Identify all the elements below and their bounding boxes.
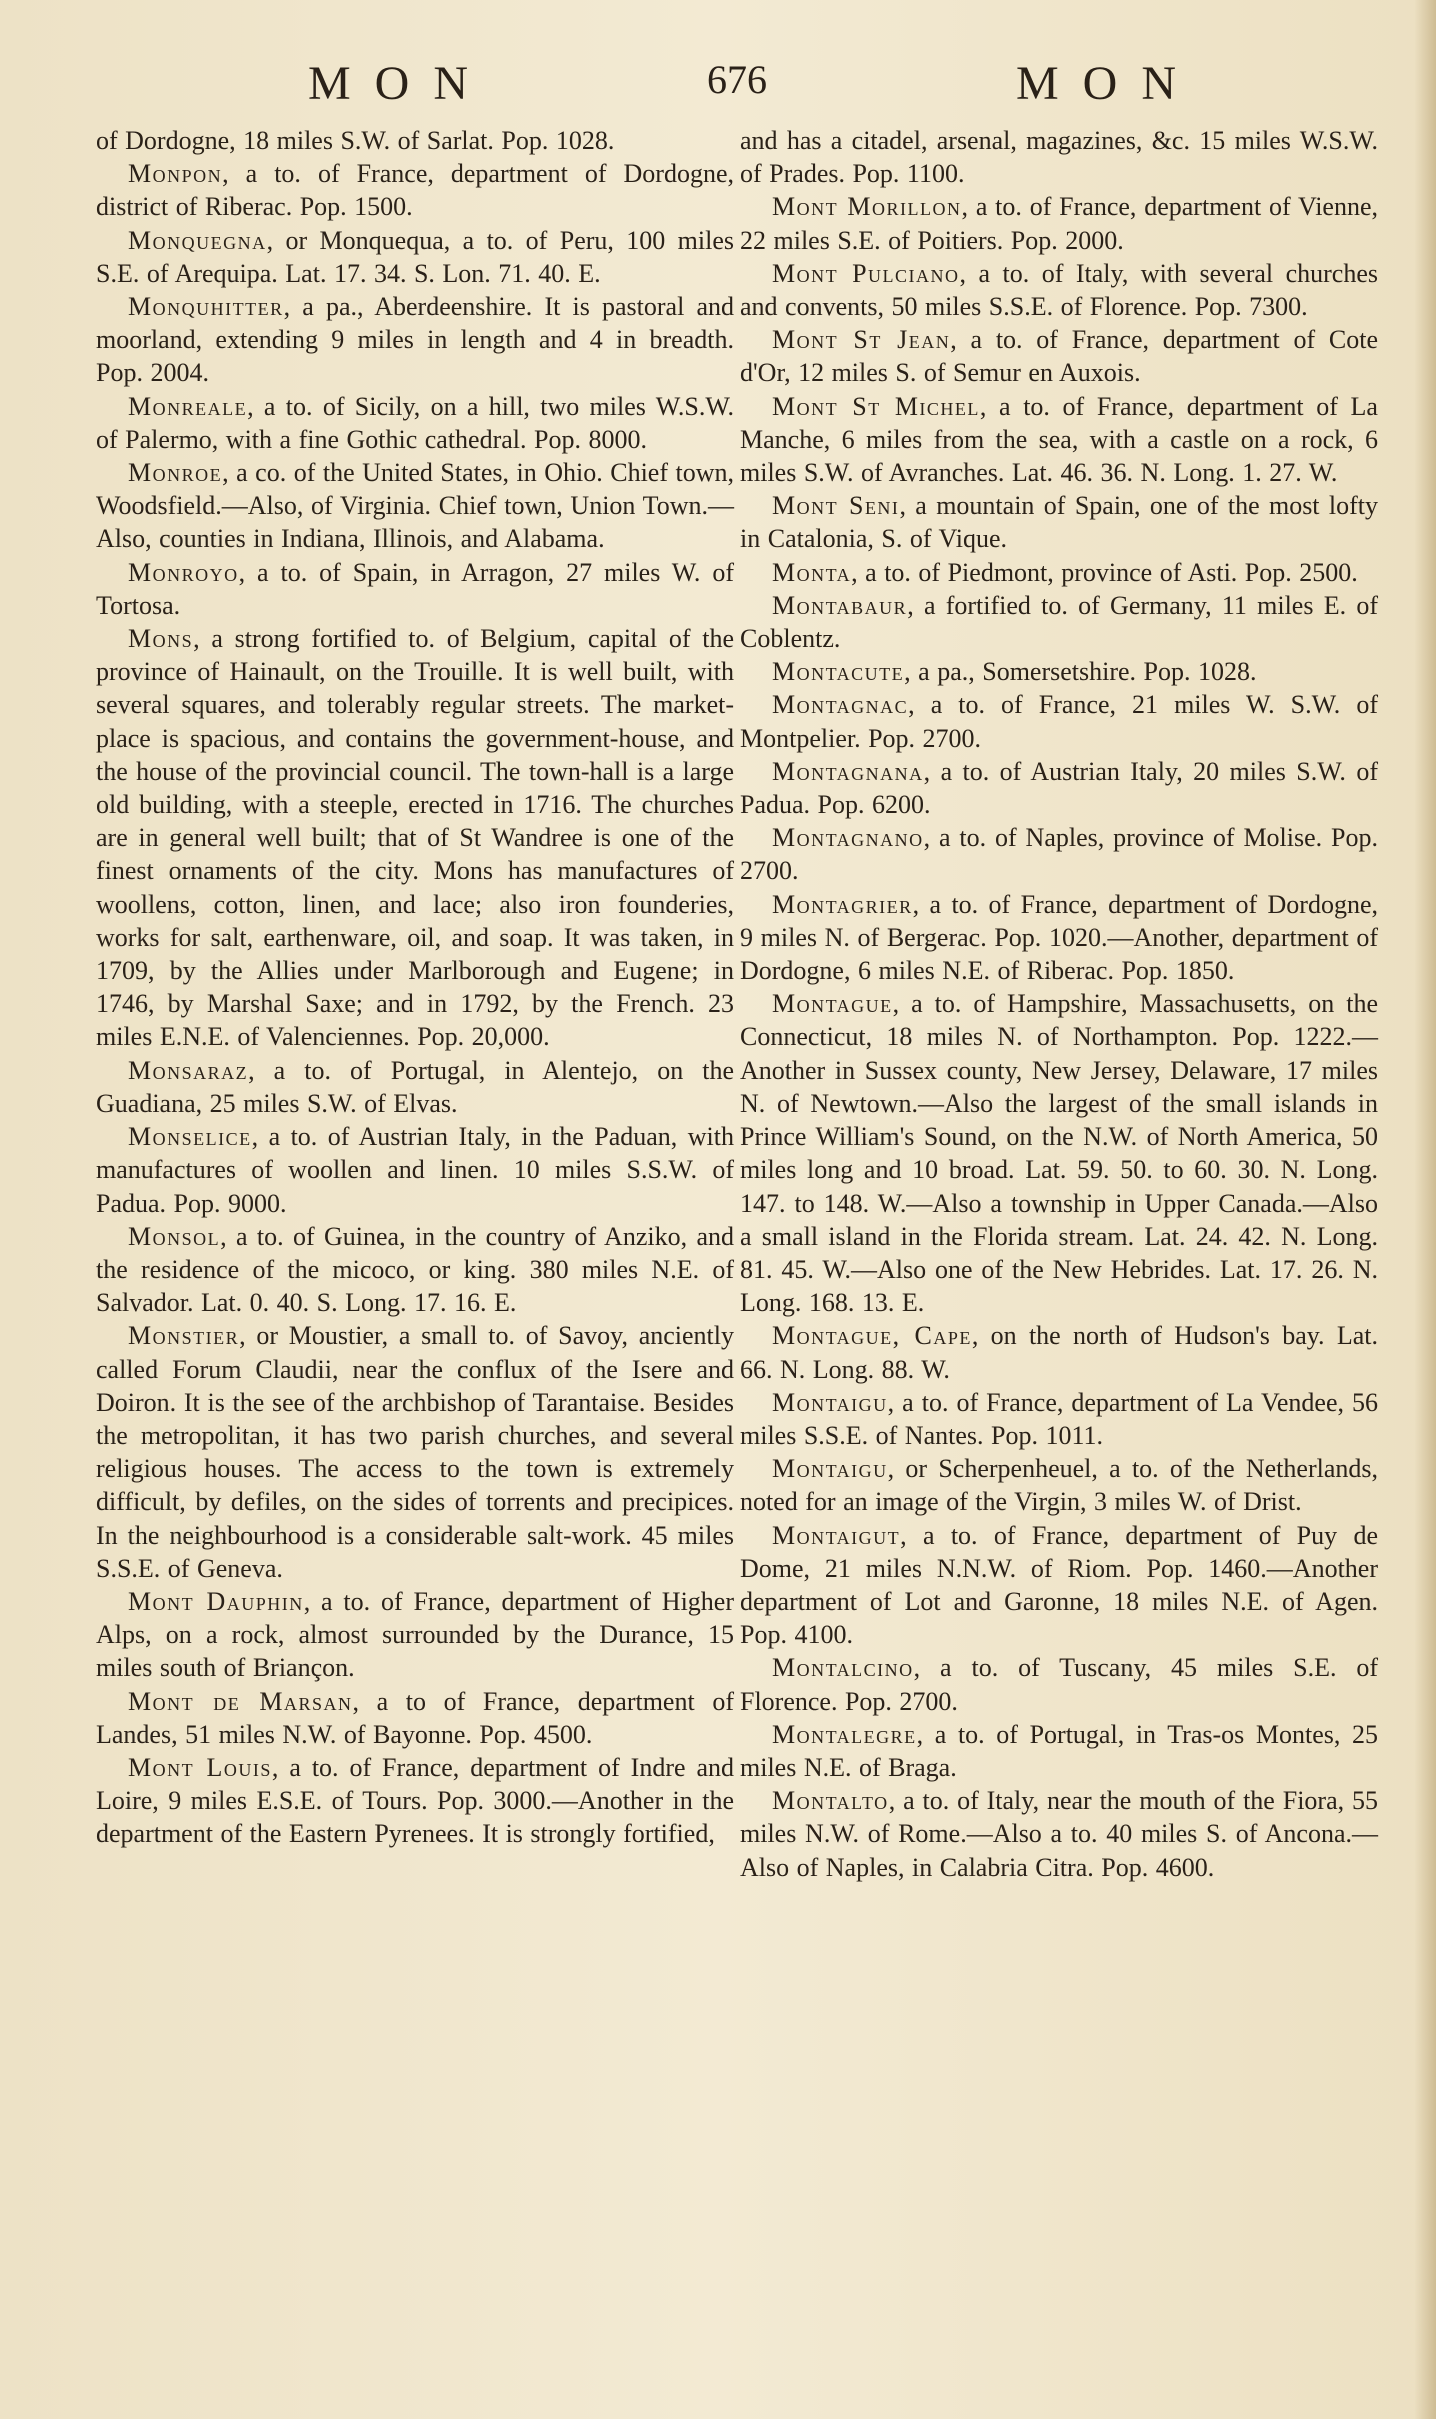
entry-headword: Monsaraz [128,1055,249,1085]
entry-headword: Mont Dauphin [128,1586,304,1616]
entry-headword: Mont Morillon [772,192,962,222]
gazetteer-entry [96,1685,734,1751]
entry-text: , or Scherpenheuel, a to. of the Netherlands, noted for an image of the Virgin, 3 miles W. of Drist. [740,1454,1378,1517]
entry-headword: Mons [128,624,194,654]
page-number: 676 [707,57,767,102]
gazetteer-entry [740,1784,1378,1884]
gazetteer-entry [740,755,1378,821]
gazetteer-entry [740,1452,1378,1518]
entry-headword: Monpon [128,159,223,189]
gazetteer-entry [740,888,1378,988]
gazetteer-entry [96,456,734,556]
gazetteer-entry [740,655,1378,688]
entry-headword: Montaigut [772,1520,901,1550]
entry-text: , a to. of France, department of Indre and Loire, 9 miles E.S.E. of Tours. Pop. 3000.—Another in the department of the Eastern Pyrenees. It is strongly fortified, [96,1752,734,1849]
entry-headword: Monquhitter [128,292,284,322]
entry-headword: Montabaur [772,590,908,620]
gazetteer-entry [96,556,734,622]
entry-text: of Dordogne, 18 miles S.W. of Sarlat. Pop. 1028. [96,126,615,155]
gazetteer-entry [740,190,1378,256]
entry-text: , a to. of France, department of Dordogne, district of Riberac. Pop. 1500. [96,159,734,222]
entry-text: , a to. of Tuscany, 45 miles S.E. of Florence. Pop. 2700. [740,1653,1378,1716]
gazetteer-entry [740,556,1378,589]
gazetteer-entry [740,257,1378,323]
entry-headword: Monroe [128,458,223,488]
entry-text: , a to. of Naples, province of Molise. Pop. 2700. [740,823,1378,886]
entry-headword: Montagrier [772,889,913,919]
header-left-guide-word: MON [308,57,493,110]
gazetteer-entry [740,390,1378,490]
entry-text: , a to. of Spain, in Arragon, 27 miles W. of Tortosa. [96,557,734,620]
entry-headword: Mont St Jean [772,325,951,355]
entry-text: , a fortified to. of Germany, 11 miles E. of Coblentz. [740,590,1378,654]
gazetteer-entry [740,1519,1378,1652]
entry-headword: Monroyo [128,557,239,587]
entry-headword: Montague, Cape [772,1321,972,1351]
entry-text: , a to. of Italy, with several churches and convents, 50 miles S.S.E. of Florence. Pop. 7300. [740,258,1379,322]
entry-text: , a to. of France, department of Dordogne, 9 miles N. of Bergerac. Pop. 1020.—Another, department of Dordogne, 6 miles N.E. of Riberac. Pop. 1850. [740,889,1378,986]
entry-headword: Mont Pulciano [772,258,960,288]
gazetteer-entry [96,622,734,1054]
gazetteer-entry [740,1319,1378,1385]
entry-text: , a to. of France, department of La Manche, 6 miles from the sea, with a castle on a rock, 6 miles S.W. of Avranches. Lat. 46. 36. N. Long. 1. 27. W. [740,391,1378,488]
gazetteer-entry [740,1718,1378,1784]
gazetteer-entry [740,688,1378,754]
entry-headword: Mont de Marsan [128,1686,353,1716]
gazetteer-entry [740,1386,1378,1452]
gazetteer-entry [96,1220,734,1320]
left-column [96,124,734,1884]
entry-text: , a to. of Piedmont, province of Asti. Pop. 2500. [851,557,1358,587]
entry-headword: Montaigu [772,1387,888,1417]
entry-text: , a to. of Guinea, in the country of Anziko, and the residence of the micoco, or king. 380 miles N.E. of Salvador. Lat. 0. 40. S. Long. 17. 16. E. [96,1221,734,1318]
gazetteer-entry [740,821,1378,887]
entry-text: , a to. of Austrian Italy, 20 miles S.W. of Padua. Pop. 6200. [740,756,1378,820]
gazetteer-entry [96,390,734,456]
running-header [96,56,1378,116]
entry-text: , a to. of Portugal, in Alentejo, on the Guadiana, 25 miles S.W. of Elvas. [96,1055,734,1118]
entry-text: , a to. of France, department of Cote d'Or, 12 miles S. of Semur en Auxois. [740,325,1379,388]
entry-headword: Mont St Michel [772,391,980,421]
entry-headword: Montagnano [772,823,924,853]
gazetteer-entry [96,290,734,390]
gazetteer-entry [96,1054,734,1120]
entry-text: , a to. of France, department of Higher Alps, on a rock, almost surrounded by the Durance, 15 miles south of Briançon. [96,1586,734,1683]
gazetteer-entry [96,1319,734,1585]
entry-text: and has a citadel, arsenal, magazines, &c. 15 miles W.S.W. of Prades. Pop. 1100. [740,126,1378,189]
entry-text: , a to. of Sicily, on a hill, two miles W.S.W. of Palermo, with a fine Gothic cathedral. Pop. 8000. [96,391,734,454]
entry-text: , a mountain of Spain, one of the most lofty in Catalonia, S. of Vique. [740,491,1379,554]
entry-text: , a to. of Portugal, in Tras-os Montes, 25 miles N.E. of Braga. [740,1719,1378,1782]
entry-headword: Montalto [772,1786,889,1816]
entry-headword: Monreale [128,391,248,421]
entry-text: , a strong fortified to. of Belgium, capital of the province of Hainault, on the Trouille. It is well built, with several squares, and tolerably regular streets. The market-place is spacious, and contains the government-house, and the house of the provincial council. The town-hall is a large old building, with a steeple, erected in 1716. The churches are in general well built; that of St Wandree is one of the finest ornaments of the city. Mons has manufactures of woollens, cotton, linen, and lace; also iron founderies, works for salt, earthenware, oil, and soap. It was taken, in 1709, by the Allies under Marlborough and Eugene; in 1746, by Marshal Saxe; and in 1792, by the French. 23 miles E.N.E. of Valenciennes. Pop. 20,000. [96,624,734,1052]
gazetteer-entry [96,1120,734,1220]
gazetteer-entry [96,157,734,223]
right-column [740,124,1378,1884]
entry-text: , a pa., Somersetshire. Pop. 1028. [904,657,1257,687]
entry-text: , a to. of France, department of La Vendee, 56 miles S.S.E. of Nantes. Pop. 1011. [740,1387,1378,1450]
entry-headword: Montacute [772,657,905,687]
entry-headword: Montagnana [772,756,924,786]
entry-text: , a to of France, department of Landes, 51 miles N.W. of Bayonne. Pop. 4500. [96,1686,734,1749]
entry-headword: Mont Seni [772,491,900,521]
entry-headword: Mont Louis [128,1752,272,1782]
entry-headword: Monta [772,557,852,587]
entry-text: , on the north of Hudson's bay. Lat. 66. N. Long. 88. W. [740,1321,1378,1384]
entry-headword: Montaigu [772,1454,888,1484]
entry-text: , a to. of Austrian Italy, in the Paduan, with manufactures of woollen and linen. 10 miles S.S.W. of Padua. Pop. 9000. [96,1122,734,1218]
header-right-guide-word: MON [1015,57,1200,110]
entry-text: , a to. of Italy, near the mouth of the Fiora, 55 miles N.W. of Rome.—Also a to. 40 miles S. of Ancona.—Also of Naples, in Calabria Citra. Pop. 4600. [740,1786,1378,1882]
entry-headword: Montagnac [772,690,909,720]
gazetteer-entry [96,1751,734,1851]
entry-headword: Montalcino [772,1653,914,1683]
entry-text: , a to. of France, department of Vienne, 22 miles S.E. of Poitiers. Pop. 2000. [740,192,1378,255]
entry-headword: Monselice [128,1122,252,1152]
entry-headword: Monsol [128,1221,221,1251]
entry-text: , a pa., Aberdeenshire. It is pastoral and moorland, extending 9 miles in length and 4 in breadth. Pop. 2004. [96,292,734,388]
gazetteer-entry [740,124,1378,190]
entry-text: , a to. of France, 21 miles W. S.W. of Montpelier. Pop. 2700. [740,690,1378,753]
gazetteer-entry [740,1651,1378,1717]
entry-headword: Monquegna [128,225,267,255]
entry-headword: Montague [772,989,893,1019]
entry-text: , a to. of France, department of Puy de Dome, 21 miles N.N.W. of Riom. Pop. 1460.—Another department of Lot and Garonne, 18 miles N.E. of Agen. Pop. 4100. [740,1520,1378,1650]
gazetteer-entry [740,489,1378,555]
entry-headword: Montalegre [772,1719,917,1749]
entry-headword: Monstier [128,1321,240,1351]
entry-text: , or Moustier, a small to. of Savoy, anciently called Forum Claudii, near the conflux of the Isere and Doiron. It is the see of the archbishop of Tarantaise. Besides the metropolitan, it has two parish churches, and several religious houses. The access to the town is extremely difficult, by defiles, on the sides of torrents and precipices. In the neighbourhood is a considerable salt-work. 45 miles S.S.E. of Geneva. [96,1321,734,1583]
gazetteer-entry [740,323,1378,389]
gazetteer-entry [96,224,734,290]
entry-text: , a to. of Hampshire, Massachusetts, on the Connecticut, 18 miles N. of Northampton. Pop. 1222.—Another in Sussex county, New Jersey, Delaware, 17 miles N. of Newtown.—Also the largest of the small islands in Prince William's Sound, on the N.W. of North America, 50 miles long and 10 broad. Lat. 59. 50. to 60. 30. N. Long. 147. to 148. W.—Also a township in Upper Canada.—Also a small island in the Florida stream. Lat. 24. 42. N. Long. 81. 45. W.—Also one of the New Hebrides. Lat. 17. 26. N. Long. 168. 13. E. [740,989,1378,1318]
gazetteer-entry [740,589,1378,655]
text-columns [96,124,1378,1884]
entry-text: , a co. of the United States, in Ohio. Chief town, Woodsfield.—Also, of Virginia. Chief town, Union Town.—Also, counties in Indiana, Illinois, and Alabama. [96,458,734,554]
entry-text: , or Monquequa, a to. of Peru, 100 miles S.E. of Arequipa. Lat. 17. 34. S. Lon. 71. 40. E. [96,225,734,288]
gazetteer-entry [740,987,1378,1319]
gazetteer-entry [96,124,734,157]
gazetteer-entry [96,1585,734,1685]
